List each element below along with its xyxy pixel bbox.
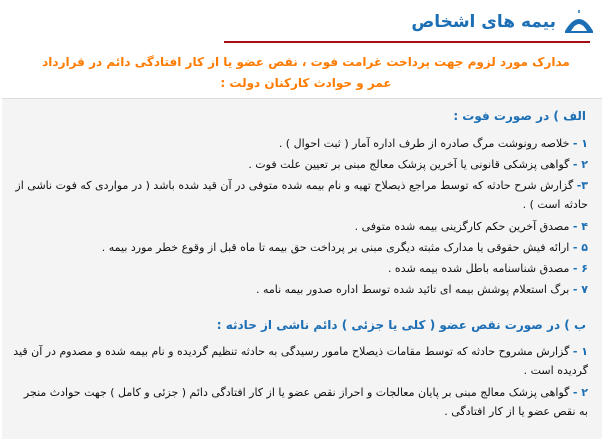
subtitle-line-1: مدارک مورد لزوم جهت پرداخت غرامت فوت ، نقص عضو یا از کار افتادگی دائم در قرارداد (42, 55, 570, 69)
item-number: ۶ - (572, 262, 588, 275)
content-panel (2, 98, 602, 439)
list-item (12, 155, 588, 174)
dome-logo-icon (562, 9, 596, 35)
item-text: گواهی پزشکی قانونی یا آخرین پزشک معالج مبنی بر تعیین علت فوت . (248, 158, 570, 171)
item-number: ۵ - (572, 241, 588, 254)
item-number: ۴ - (572, 220, 588, 233)
list-item (12, 259, 588, 278)
list-item (12, 238, 588, 257)
list-item (12, 134, 588, 153)
subtitle-line-2: عمر و حوادث کارکنان دولت : (220, 76, 392, 90)
document-subtitle (26, 52, 586, 94)
list-item (12, 383, 588, 421)
list-item (12, 176, 588, 214)
item-text: خلاصه رونوشت مرگ صادره از طرف اداره آمار ( ثبت احوال ) . (278, 137, 570, 150)
item-text: گزارش مشروح حادثه که توسط مقامات ذیصلاح مامور رسیدگی به حادثه تنظیم گردیده و نام بیمه شده و مصدوم در آن قید گردیده است . (13, 345, 588, 377)
item-text: برگ استعلام پوشش بیمه ای تائید شده توسط اداره صدور بیمه نامه . (255, 283, 570, 296)
section-heading-death: الف ) در صورت فوت : (453, 109, 586, 123)
list-item (12, 217, 588, 236)
page-title: بیمه های اشخاص (411, 12, 556, 32)
item-text: ارائه فیش حقوقی یا مدارک مثبته دیگری مبنی بر پرداخت حق بیمه تا ماه قبل از وقوع خطر مورد بیمه . (101, 241, 570, 254)
item-text: مصدق شناسنامه باطل شده بیمه شده . (387, 262, 570, 275)
section-heading-disability: ب ) در صورت نقص عضو ( کلی یا جزئی ) دائم ناشی از حادثه : (216, 318, 586, 332)
header (14, 6, 596, 38)
item-text: مصدق آخرین حکم کارگزینی بیمه شده متوفی . (354, 220, 570, 233)
list-item (12, 280, 588, 299)
header-divider (224, 41, 590, 43)
item-text: گواهی پزشک معالج مبنی بر پایان معالجات و احراز نقص عضو یا از کار افتادگی دائم ( جزئی و کامل ) جهت حوادث منجر به نقص عضو یا از کار افتادگی . (23, 386, 588, 418)
item-number: ۳- (576, 179, 588, 192)
item-text: گزارش شرح حادثه که توسط مراجع ذیصلاح تهیه و نام بیمه شده متوفی در آن قید شده باشد ( در مواردی که فوت ناشی از حادثه است ) . (15, 179, 588, 211)
item-number: ۱ - (572, 345, 588, 358)
list-item (12, 342, 588, 380)
item-number: ۷ - (572, 283, 588, 296)
item-number: ۲ - (572, 158, 588, 171)
item-number: ۲ - (572, 386, 588, 399)
item-number: ۱ - (572, 137, 588, 150)
